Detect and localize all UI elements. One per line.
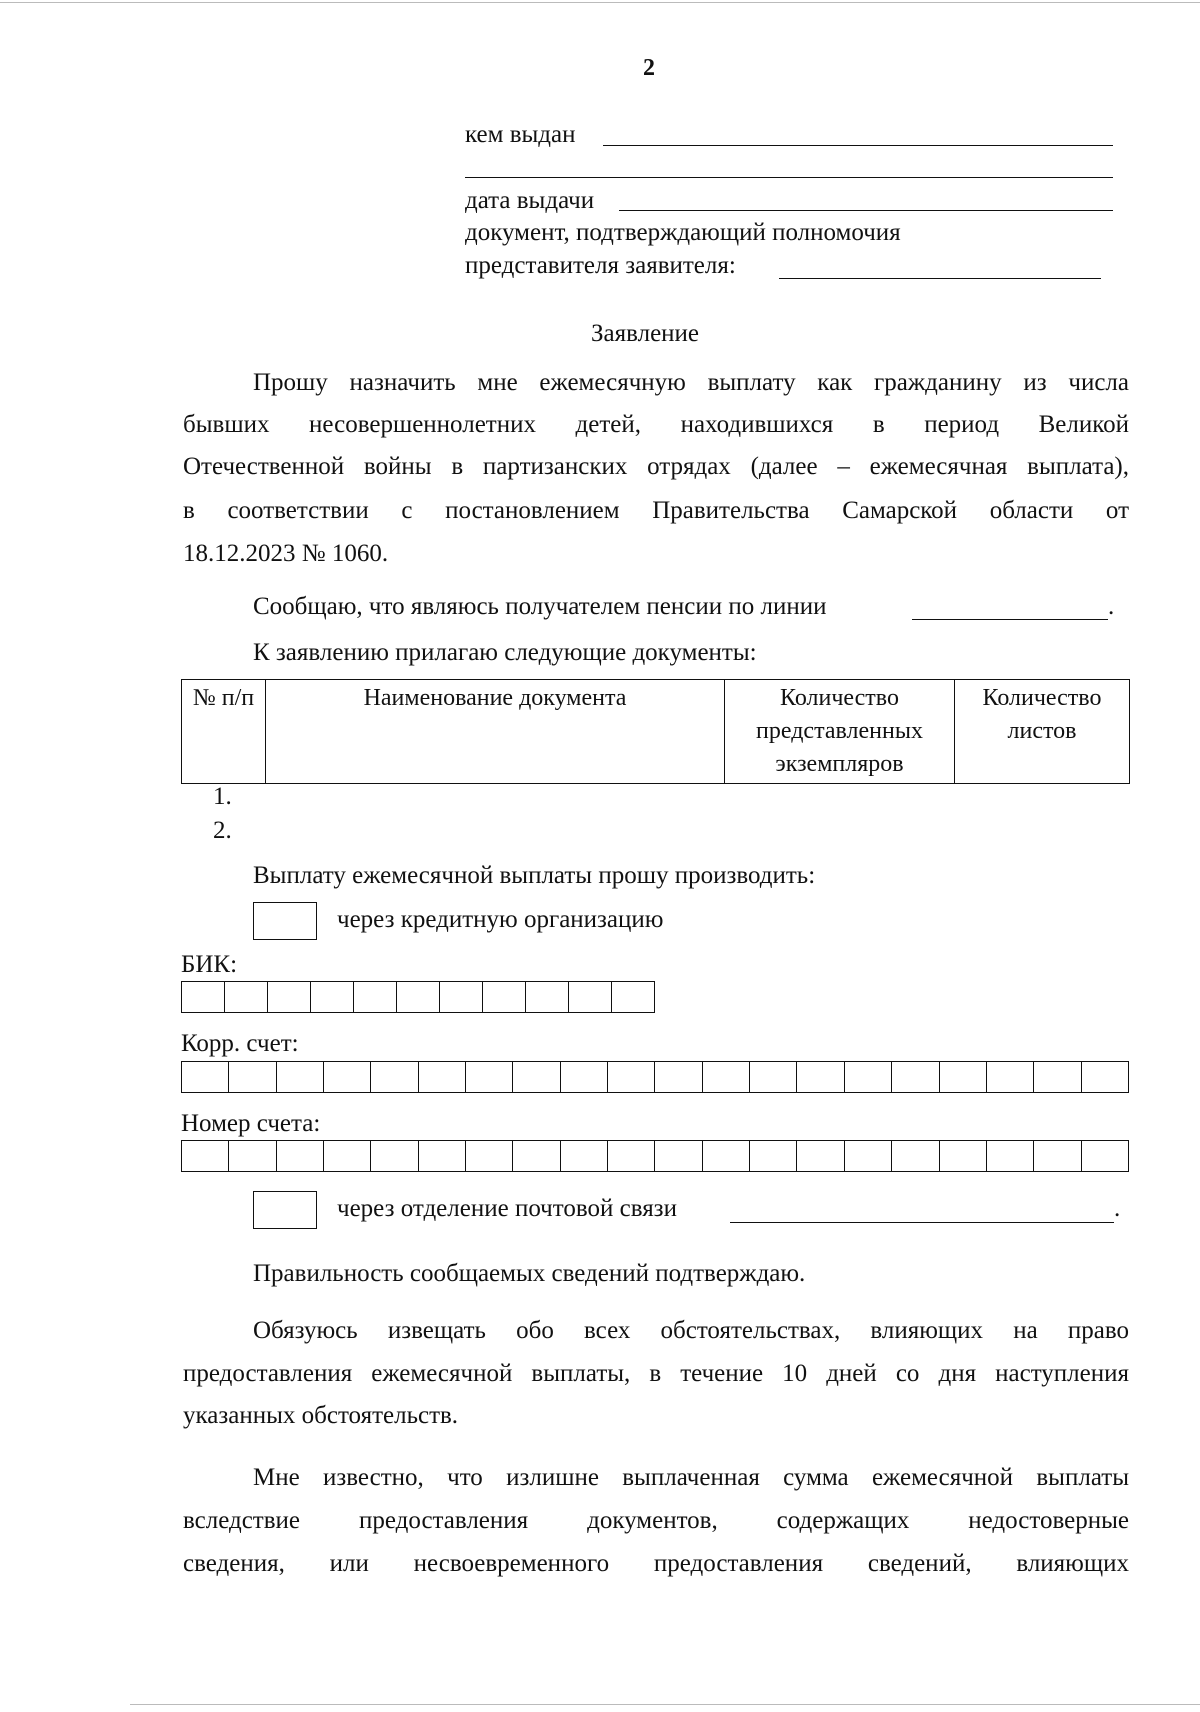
digit-cell[interactable]	[466, 1062, 513, 1092]
scan-edge-bottom	[130, 1704, 1200, 1705]
issue-date-field[interactable]	[619, 210, 1113, 211]
digit-cell[interactable]	[419, 1141, 466, 1171]
digit-cell[interactable]	[797, 1062, 844, 1092]
digit-cell[interactable]	[845, 1062, 892, 1092]
digit-cell[interactable]	[311, 982, 354, 1012]
digit-cell[interactable]	[750, 1062, 797, 1092]
table-header-row	[182, 680, 1130, 784]
page-number: 2	[643, 55, 655, 81]
pension-text: Сообщаю, что являюсь получателем пенсии по линии	[253, 593, 827, 620]
digit-cell[interactable]	[513, 1141, 560, 1171]
digit-cell[interactable]	[324, 1141, 371, 1171]
account-number-label: Номер счета:	[181, 1110, 321, 1137]
issued-by-label: кем выдан	[465, 121, 576, 148]
obligation-line-1: Обязуюсь извещать обо всех обстоятельствах, влияющих на право	[253, 1317, 1129, 1344]
digit-cell[interactable]	[354, 982, 397, 1012]
digit-cell[interactable]	[526, 982, 569, 1012]
digit-cell[interactable]	[845, 1141, 892, 1171]
digit-cell[interactable]	[569, 982, 612, 1012]
digit-cell[interactable]	[1034, 1141, 1081, 1171]
digit-cell[interactable]	[182, 982, 225, 1012]
digit-cell[interactable]	[277, 1062, 324, 1092]
header-doc-name: Наименование документа	[266, 680, 725, 784]
request-line-1: Прошу назначить мне ежемесячную выплату как гражданину из числа	[253, 369, 1129, 396]
digit-cell[interactable]	[182, 1141, 229, 1171]
scan-edge-top	[0, 2, 1200, 3]
post-option-label: через отделение почтовой связи	[337, 1195, 677, 1222]
confirm-text: Правильность сообщаемых сведений подтверждаю.	[253, 1260, 806, 1287]
table-row-1-number: 1.	[213, 783, 232, 810]
digit-cell[interactable]	[987, 1062, 1034, 1092]
digit-cell[interactable]	[612, 982, 654, 1012]
documents-table	[181, 679, 1130, 784]
payment-method-text: Выплату ежемесячной выплаты прошу производить:	[253, 862, 816, 889]
request-line-4: в соответствии с постановлением Правительства Самарской области от	[183, 497, 1129, 524]
digit-cell[interactable]	[1082, 1062, 1128, 1092]
digit-cell[interactable]	[750, 1141, 797, 1171]
digit-cell[interactable]	[1034, 1062, 1081, 1092]
digit-cell[interactable]	[419, 1062, 466, 1092]
digit-cell[interactable]	[987, 1141, 1034, 1171]
authority-doc-label-line2: представителя заявителя:	[465, 252, 736, 279]
table-row-2-number: 2.	[213, 817, 232, 844]
header-number: № п/п	[182, 680, 266, 784]
obligation-line-3: указанных обстоятельств.	[183, 1402, 459, 1429]
post-end: .	[1114, 1195, 1121, 1222]
digit-cell[interactable]	[229, 1141, 276, 1171]
authority-doc-field[interactable]	[779, 278, 1101, 279]
digit-cell[interactable]	[182, 1062, 229, 1092]
digit-cell[interactable]	[229, 1062, 276, 1092]
digit-cell[interactable]	[1082, 1141, 1128, 1171]
digit-cell[interactable]	[940, 1062, 987, 1092]
digit-cell[interactable]	[371, 1141, 418, 1171]
bank-option-checkbox[interactable]	[253, 902, 317, 940]
digit-cell[interactable]	[561, 1141, 608, 1171]
bank-option-label: через кредитную организацию	[337, 906, 664, 933]
document-title: Заявление	[591, 320, 700, 347]
obligation-line-2: предоставления ежемесячной выплаты, в течение 10 дней со дня наступления	[183, 1360, 1129, 1387]
digit-cell[interactable]	[940, 1141, 987, 1171]
digit-cell[interactable]	[703, 1141, 750, 1171]
known-line-2: вследствие предоставления документов, содержащих недостоверные	[183, 1507, 1129, 1534]
known-line-1: Мне известно, что излишне выплаченная сумма ежемесячной выплаты	[253, 1464, 1129, 1491]
digit-cell[interactable]	[483, 982, 526, 1012]
issued-by-field-continued[interactable]	[465, 177, 1113, 178]
authority-doc-label-line1: документ, подтверждающий полномочия	[465, 219, 901, 246]
known-line-3: сведения, или несвоевременного предоставления сведений, влияющих	[183, 1550, 1129, 1577]
digit-cell[interactable]	[466, 1141, 513, 1171]
digit-cell[interactable]	[892, 1062, 939, 1092]
issued-by-field[interactable]	[603, 145, 1113, 146]
request-line-5: 18.12.2023 № 1060.	[183, 540, 389, 567]
post-office-field[interactable]	[730, 1222, 1114, 1223]
digit-cell[interactable]	[397, 982, 440, 1012]
corr-account-input-cells[interactable]	[181, 1061, 1129, 1093]
pension-field[interactable]	[912, 619, 1108, 620]
corr-account-label: Корр. счет:	[181, 1030, 299, 1057]
attach-text: К заявлению прилагаю следующие документы:	[253, 639, 757, 666]
request-line-3: Отечественной войны в партизанских отрядах (далее – ежемесячная выплата),	[183, 453, 1129, 480]
digit-cell[interactable]	[440, 982, 483, 1012]
digit-cell[interactable]	[608, 1141, 655, 1171]
digit-cell[interactable]	[655, 1062, 702, 1092]
digit-cell[interactable]	[513, 1062, 560, 1092]
digit-cell[interactable]	[277, 1141, 324, 1171]
digit-cell[interactable]	[371, 1062, 418, 1092]
digit-cell[interactable]	[561, 1062, 608, 1092]
account-number-input-cells[interactable]	[181, 1140, 1129, 1172]
header-sheets: Количество листов	[955, 680, 1130, 784]
request-line-2: бывших несовершеннолетних детей, находившихся в период Великой	[183, 411, 1129, 438]
digit-cell[interactable]	[268, 982, 311, 1012]
bik-input-cells[interactable]	[181, 981, 655, 1013]
header-copies: Количество представленных экземпляров	[725, 680, 955, 784]
digit-cell[interactable]	[797, 1141, 844, 1171]
digit-cell[interactable]	[608, 1062, 655, 1092]
bik-label: БИК:	[181, 951, 238, 978]
digit-cell[interactable]	[703, 1062, 750, 1092]
digit-cell[interactable]	[324, 1062, 371, 1092]
digit-cell[interactable]	[225, 982, 268, 1012]
pension-end: .	[1108, 593, 1115, 620]
digit-cell[interactable]	[655, 1141, 702, 1171]
issue-date-label: дата выдачи	[465, 187, 595, 214]
post-option-checkbox[interactable]	[253, 1191, 317, 1229]
digit-cell[interactable]	[892, 1141, 939, 1171]
